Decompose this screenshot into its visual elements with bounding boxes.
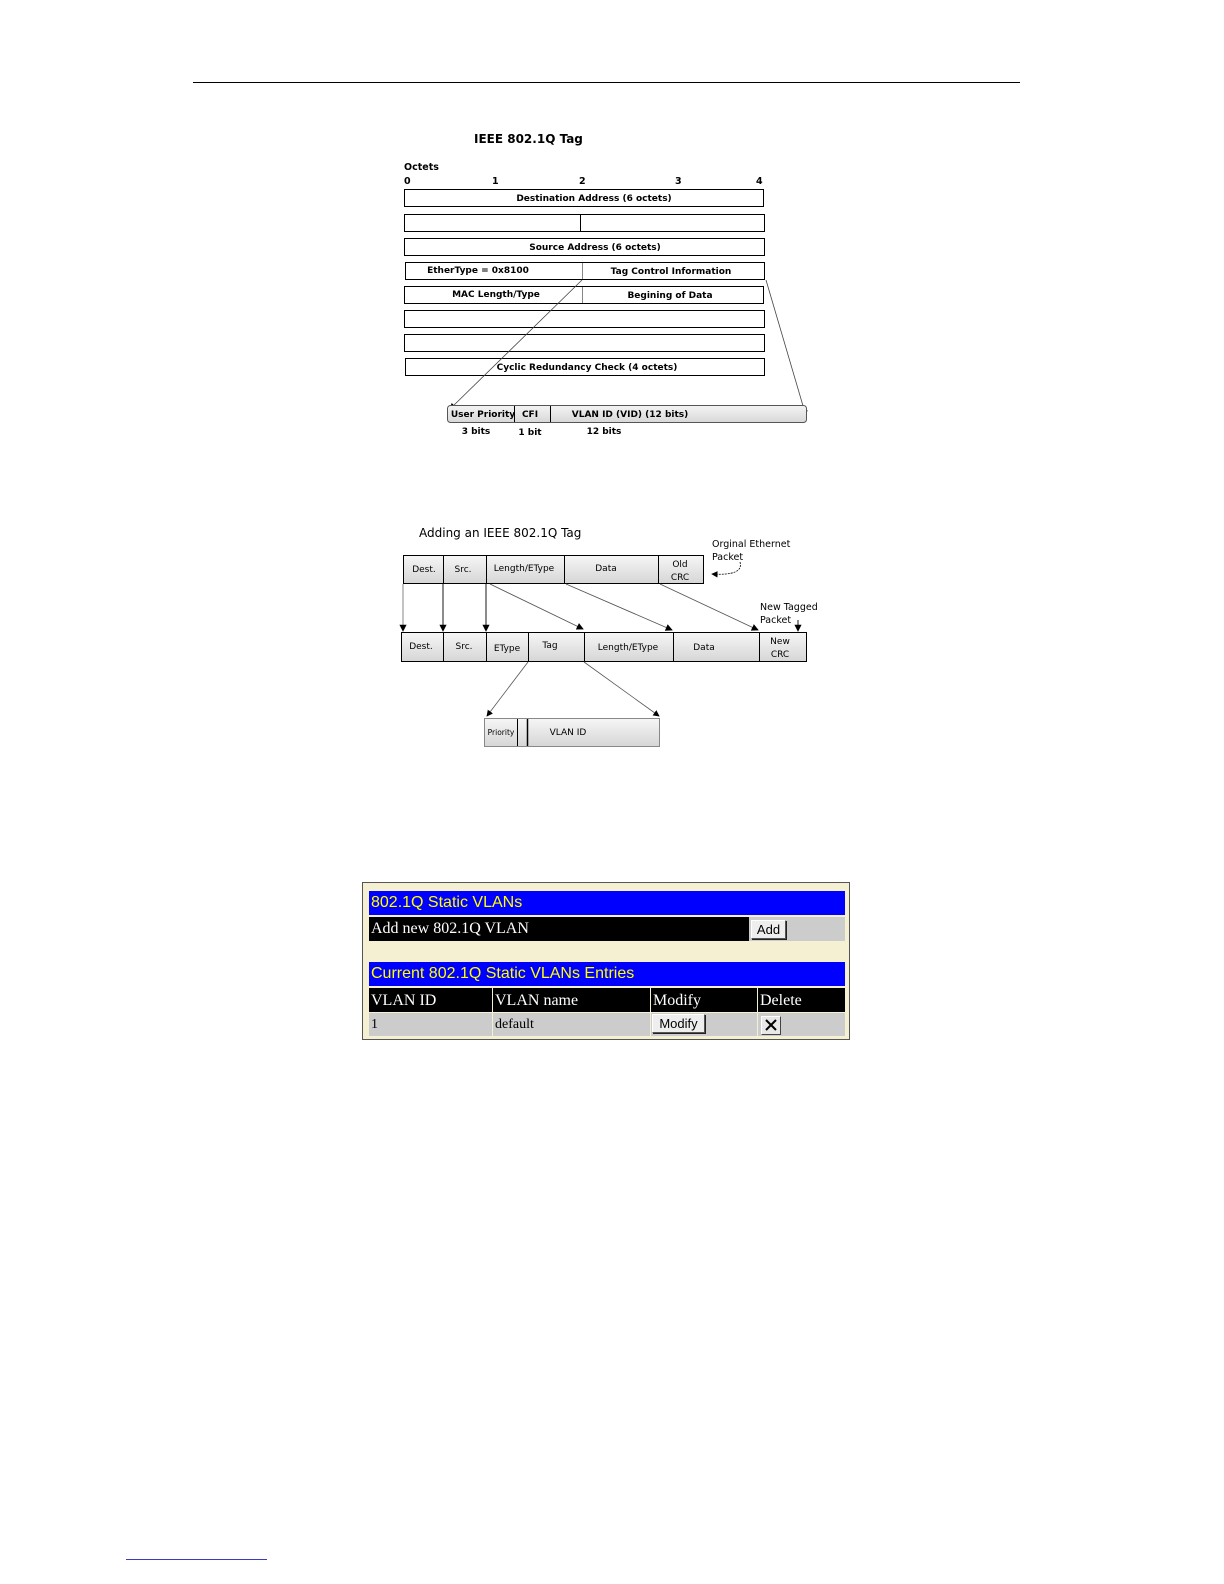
tag-expand-left-arrow (487, 662, 528, 716)
new-packet-label-1: New Tagged (760, 602, 818, 613)
vlan-id-bits: 12 bits (586, 427, 622, 437)
static-vlans-panel (362, 882, 850, 1040)
original-packet-label-2: Packet (712, 552, 744, 563)
row-blank-1 (405, 311, 765, 328)
add-button[interactable]: Add (751, 920, 786, 939)
entries-title: Current 802.1Q Static VLANs Entries (369, 962, 845, 986)
vlan-id-field: VLAN ID (VID) (12 bits) (571, 410, 689, 420)
octets-label: Octets (404, 162, 439, 173)
col-header-modify: Modify (651, 988, 757, 1012)
beginning-label: Begining of Data (627, 291, 713, 301)
table-cell-vlan-id: 1 (369, 1013, 492, 1036)
octet-tick-1: 1 (492, 176, 499, 187)
ethertype-label: EtherType = 0x8100 (427, 266, 529, 276)
add-vlan-label: Add new 802.1Q VLAN (369, 917, 749, 941)
orig-dest: Dest. (412, 565, 436, 575)
destination-label: Destination Address (6 octets) (516, 194, 672, 204)
octet-tick-0: 0 (404, 176, 411, 187)
octet-tick-3: 3 (675, 176, 682, 187)
new-data: Data (693, 643, 715, 653)
footnote-rule (126, 1559, 267, 1560)
col-header-vlan-id: VLAN ID (369, 988, 492, 1012)
new-src: Src. (455, 642, 473, 652)
source-label: Source Address (6 octets) (529, 243, 661, 253)
diagram2-title: Adding an IEEE 802.1Q Tag (419, 526, 582, 540)
new-crc-1: New (770, 637, 790, 647)
adding-8021q-tag-diagram (0, 500, 1224, 770)
new-packet-label-2: Packet (760, 615, 792, 626)
row-blank-2 (405, 335, 765, 352)
orig-length: Length/EType (493, 564, 555, 574)
user-priority-bits: 3 bits (461, 427, 491, 437)
table-cell-modify (651, 1013, 757, 1036)
diagram1-title: IEEE 802.1Q Tag (474, 132, 583, 146)
new-length: Length/EType (597, 643, 659, 653)
new-etype: EType (493, 644, 521, 654)
col-header-vlan-name: VLAN name (493, 988, 650, 1012)
ieee-8021q-tag-diagram (0, 0, 1224, 470)
cfi-field: CFI (521, 410, 539, 420)
octet-tick-2: 2 (579, 176, 586, 187)
orig-old-crc-2: CRC (670, 573, 690, 583)
original-packet-pointer (712, 562, 740, 574)
cfi-bits: 1 bit (518, 428, 542, 438)
new-dest: Dest. (409, 642, 433, 652)
new-tag: Tag (542, 641, 558, 651)
orig-old-crc-1: Old (672, 560, 688, 570)
new-crc-2: CRC (770, 650, 790, 660)
row-split-right (581, 215, 765, 232)
modify-button[interactable]: Modify (652, 1014, 705, 1033)
tci-expand-right-arrow (766, 280, 806, 416)
crc-label: Cyclic Redundancy Check (4 octets) (496, 363, 678, 373)
add-button-cell (749, 917, 845, 941)
mac-length-label: MAC Length/Type (452, 290, 540, 300)
original-packet-label-1: Orginal Ethernet (712, 539, 791, 550)
table-cell-vlan-name: default (493, 1013, 650, 1036)
user-priority-field: User Priority (450, 410, 516, 420)
tag-vlan-id: VLAN ID (549, 728, 587, 738)
octet-tick-4: 4 (756, 176, 763, 187)
col-header-delete: Delete (758, 988, 845, 1012)
tci-label: Tag Control Information (610, 267, 732, 277)
tag-expand-right-arrow (584, 662, 659, 716)
orig-data: Data (595, 564, 617, 574)
tag-priority: Priority (487, 728, 515, 737)
delete-button[interactable] (761, 1016, 781, 1035)
x-delete-icon (764, 1018, 778, 1032)
static-vlans-title: 802.1Q Static VLANs (369, 891, 845, 915)
row-split-left (405, 215, 581, 232)
orig-src: Src. (454, 565, 472, 575)
